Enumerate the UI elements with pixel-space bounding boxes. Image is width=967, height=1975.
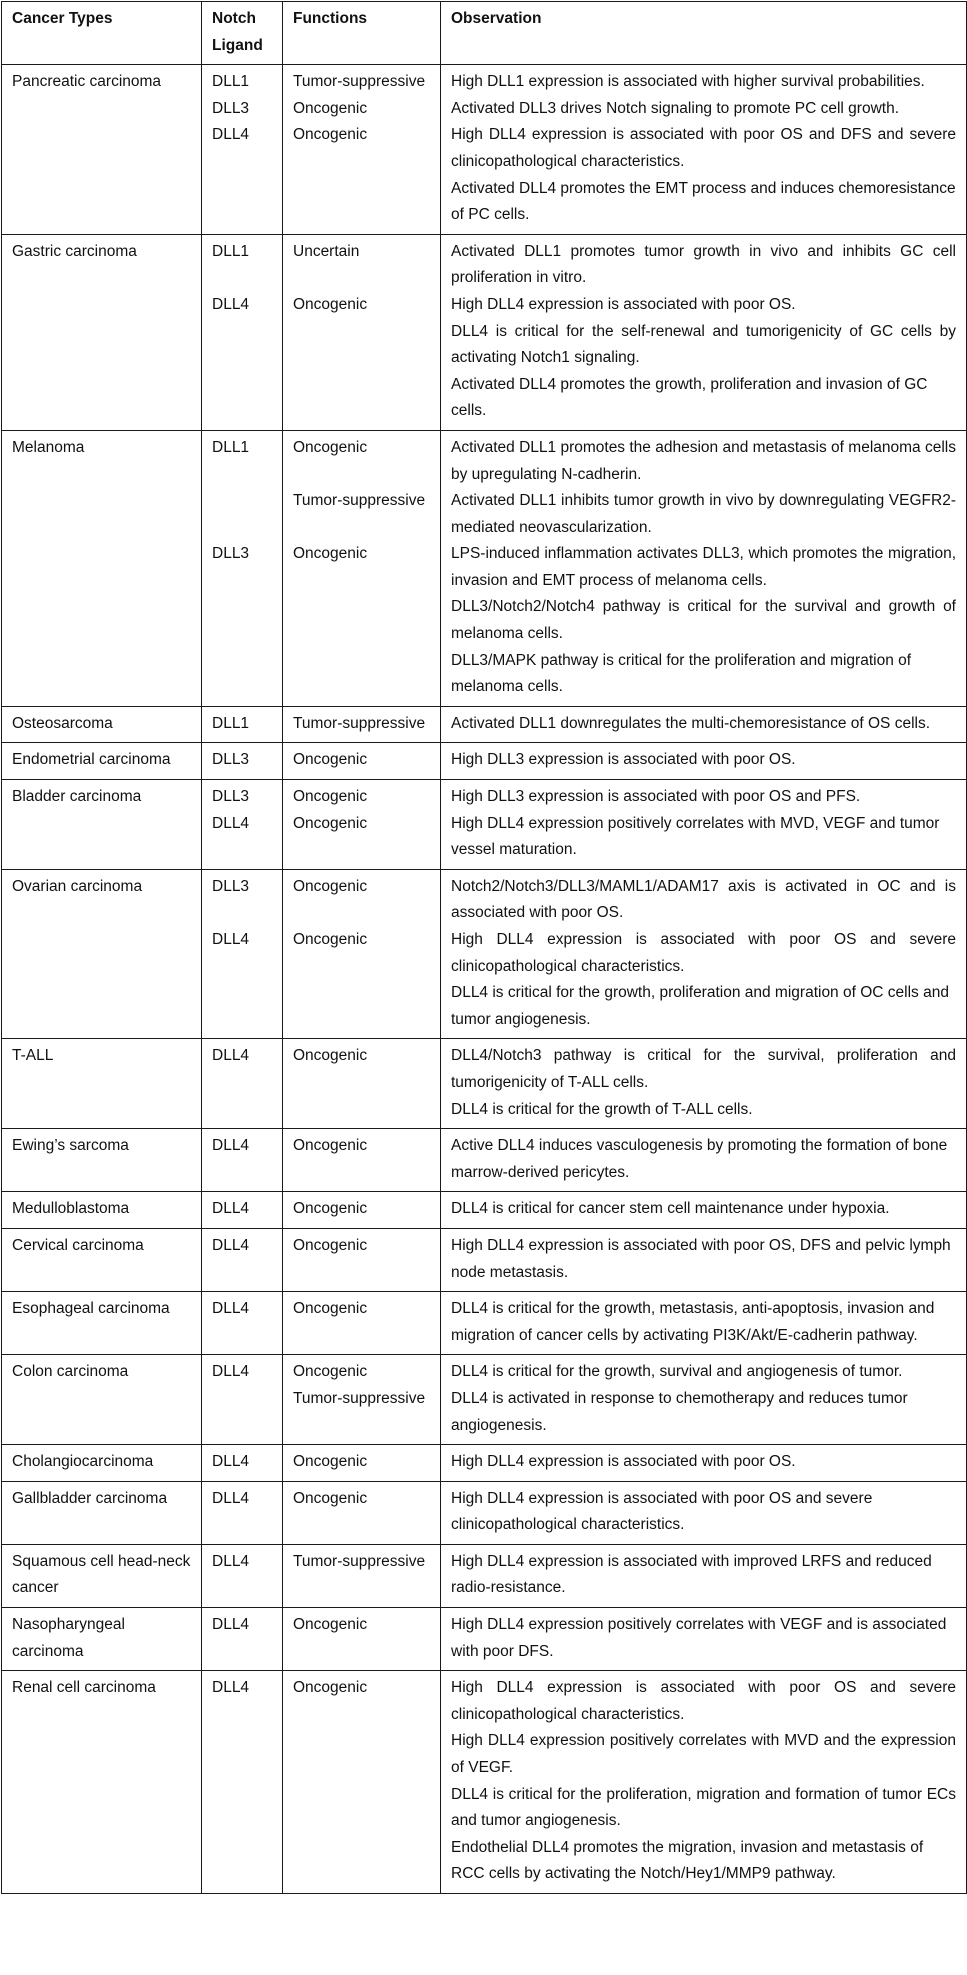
cell-notch-ligand <box>202 1671 283 1894</box>
cell-notch-ligand <box>202 1129 283 1192</box>
function-label: Oncogenic <box>293 814 368 832</box>
function-label: Tumor-suppressive <box>293 1552 426 1570</box>
cell-observation <box>441 1445 967 1482</box>
table-row <box>2 1228 967 1291</box>
header-observation: Observation <box>441 2 967 65</box>
table-row <box>2 1544 967 1607</box>
cell-observation <box>441 1608 967 1671</box>
table-row <box>2 1292 967 1355</box>
cell-notch-ligand <box>202 1445 283 1482</box>
cell-functions <box>283 1129 441 1192</box>
table-row <box>2 1039 967 1129</box>
ligand-name: DLL3 <box>212 99 250 117</box>
observation-text: High DLL4 expression positively correlates with MVD, VEGF and tumor vessel maturation. <box>451 814 940 859</box>
cell-observation <box>441 1481 967 1544</box>
ligand-name: DLL1 <box>212 73 250 91</box>
observation-text: Activated DLL3 drives Notch signaling to promote PC cell growth. <box>451 99 899 117</box>
observation-text: High DLL4 expression is associated with poor OS. <box>451 295 796 313</box>
observation-text: Notch2/Notch3/DLL3/MAML1/ADAM17 axis is activated in OC and is associated with poor OS. <box>451 877 956 922</box>
function-label: Oncogenic <box>293 1489 368 1507</box>
observation-text: High DLL4 expression is associated with poor OS and severe clinicopathological characteristics. <box>451 931 956 975</box>
ligand-name: DLL4 <box>212 1300 250 1318</box>
cell-observation <box>441 1671 967 1894</box>
cell-observation <box>441 1544 967 1607</box>
table-row <box>2 1481 967 1544</box>
cell-observation <box>441 780 967 870</box>
observation-text: Activated DLL1 promotes the adhesion and metastasis of melanoma cells by upregulating N-cadherin. <box>451 438 956 483</box>
cell-notch-ligand <box>202 1039 283 1129</box>
cell-cancer-type: Endometrial carcinoma <box>2 743 202 780</box>
observation-text: DLL4/Notch3 pathway is critical for the survival, proliferation and tumorigenicity of T-ALL cells. <box>451 1047 956 1091</box>
cell-cancer-type: T-ALL <box>2 1039 202 1129</box>
cell-functions <box>283 1039 441 1129</box>
notch-ligand-table <box>1 1 967 1894</box>
observation-text: Activated DLL1 promotes tumor growth in vivo and inhibits GC cell proliferation in vitro. <box>451 242 956 287</box>
spacer <box>212 462 272 489</box>
cell-cancer-type: Osteosarcoma <box>2 706 202 743</box>
ligand-name: DLL4 <box>212 1236 250 1254</box>
observation-text: DLL3/MAPK pathway is critical for the proliferation and migration of melanoma cells. <box>451 651 912 696</box>
cell-functions <box>283 743 441 780</box>
ligand-name: DLL4 <box>212 1679 250 1697</box>
cell-observation <box>441 430 967 706</box>
cell-observation <box>441 706 967 743</box>
table-row <box>2 869 967 1039</box>
cell-functions <box>283 1445 441 1482</box>
observation-text: DLL4 is critical for the growth, survival and angiogenesis of tumor. <box>451 1363 903 1381</box>
ligand-name: DLL4 <box>212 295 250 313</box>
cell-notch-ligand <box>202 65 283 235</box>
cell-notch-ligand <box>202 234 283 430</box>
ligand-name: DLL4 <box>212 1616 250 1634</box>
cell-cancer-type: Pancreatic carcinoma <box>2 65 202 235</box>
cell-functions <box>283 1192 441 1229</box>
function-label: Tumor-suppressive <box>293 714 426 732</box>
observation-text: High DLL4 expression is associated with improved LRFS and reduced radio-resistance. <box>451 1552 932 1597</box>
ligand-name: DLL4 <box>212 814 250 832</box>
function-label: Oncogenic <box>293 1236 368 1254</box>
observation-text: DLL3/Notch2/Notch4 pathway is critical for the survival and growth of melanoma cells. <box>451 598 956 643</box>
function-label: Oncogenic <box>293 1679 368 1697</box>
function-label: Oncogenic <box>293 877 368 895</box>
cell-cancer-type: Bladder carcinoma <box>2 780 202 870</box>
cell-functions <box>283 706 441 743</box>
observation-text: DLL4 is activated in response to chemotherapy and reduces tumor angiogenesis. <box>451 1389 908 1434</box>
table-row <box>2 780 967 870</box>
function-label: Tumor-suppressive <box>293 73 426 91</box>
cell-notch-ligand <box>202 1608 283 1671</box>
header-functions: Functions <box>283 2 441 65</box>
cell-cancer-type: Cervical carcinoma <box>2 1228 202 1291</box>
function-label: Oncogenic <box>293 1300 368 1318</box>
table-row <box>2 1129 967 1192</box>
function-label: Oncogenic <box>293 1137 368 1155</box>
observation-text: DLL4 is critical for the growth of T-ALL cells. <box>451 1100 753 1118</box>
observation-text: High DLL4 expression positively correlates with VEGF and is associated with poor DFS. <box>451 1616 947 1660</box>
ligand-name: DLL3 <box>212 751 250 769</box>
function-label: Oncogenic <box>293 438 368 456</box>
cell-functions <box>283 1228 441 1291</box>
spacer <box>212 265 272 292</box>
cell-observation <box>441 1355 967 1445</box>
function-label: Oncogenic <box>293 295 368 313</box>
observation-text: High DLL4 expression is associated with poor OS and severe clinicopathological characteristics. <box>451 1489 873 1534</box>
table-row <box>2 706 967 743</box>
function-label: Tumor-suppressive <box>293 1389 426 1407</box>
table-row <box>2 1671 967 1894</box>
table-row <box>2 743 967 780</box>
cell-notch-ligand <box>202 706 283 743</box>
cell-cancer-type: Gastric carcinoma <box>2 234 202 430</box>
cell-functions <box>283 430 441 706</box>
ligand-name: DLL4 <box>212 1453 250 1471</box>
spacer <box>212 900 272 927</box>
header-cancer-types: Cancer Types <box>2 2 202 65</box>
observation-text: High DLL3 expression is associated with poor OS. <box>451 751 796 769</box>
observation-text: LPS-induced inflammation activates DLL3, which promotes the migration, invasion and EMT process of melanoma cells. <box>451 545 956 589</box>
cell-notch-ligand <box>202 1292 283 1355</box>
cell-notch-ligand <box>202 1228 283 1291</box>
observation-text: High DLL4 expression is associated with poor OS, DFS and pelvic lymph node metastasis. <box>451 1236 951 1281</box>
cell-cancer-type: Gallbladder carcinoma <box>2 1481 202 1544</box>
cell-cancer-type: Ewing’s sarcoma <box>2 1129 202 1192</box>
ligand-name: DLL4 <box>212 931 250 948</box>
table-row <box>2 1355 967 1445</box>
ligand-name: DLL1 <box>212 714 250 732</box>
cell-observation <box>441 1039 967 1129</box>
cell-notch-ligand <box>202 1481 283 1544</box>
cell-observation <box>441 1192 967 1229</box>
observation-text: DLL4 is critical for cancer stem cell maintenance under hypoxia. <box>451 1200 890 1218</box>
cell-functions <box>283 1292 441 1355</box>
cell-notch-ligand <box>202 780 283 870</box>
function-label: Oncogenic <box>293 126 368 144</box>
ligand-name: DLL4 <box>212 126 250 144</box>
table-row <box>2 430 967 706</box>
function-label: Uncertain <box>293 242 360 260</box>
function-label: Oncogenic <box>293 1616 368 1634</box>
function-label: Oncogenic <box>293 1453 368 1471</box>
observation-text: DLL4 is critical for the self-renewal and tumorigenicity of GC cells by activating Notch1 signaling. <box>451 322 956 367</box>
cell-cancer-type: Squamous cell head-neck cancer <box>2 1544 202 1607</box>
cell-cancer-type: Esophageal carcinoma <box>2 1292 202 1355</box>
cell-cancer-type: Ovarian carcinoma <box>2 869 202 1039</box>
spacer <box>293 462 430 489</box>
cell-functions <box>283 1355 441 1445</box>
function-label: Oncogenic <box>293 788 368 806</box>
function-label: Oncogenic <box>293 751 368 769</box>
cell-functions <box>283 1608 441 1671</box>
ligand-name: DLL4 <box>212 1047 250 1065</box>
table-row <box>2 1445 967 1482</box>
table-row <box>2 1608 967 1671</box>
observation-text: Activated DLL1 downregulates the multi-chemoresistance of OS cells. <box>451 714 931 732</box>
cell-notch-ligand <box>202 743 283 780</box>
cell-observation <box>441 65 967 235</box>
cell-observation <box>441 869 967 1039</box>
observation-text: DLL4 is critical for the growth, proliferation and migration of OC cells and tumor angiogenesis. <box>451 984 949 1028</box>
cell-cancer-type: Cholangiocarcinoma <box>2 1445 202 1482</box>
table-row <box>2 234 967 430</box>
function-label: Tumor-suppressive <box>293 492 426 510</box>
ligand-name: DLL1 <box>212 438 250 456</box>
table-body <box>2 65 967 1894</box>
observation-text: High DLL4 expression is associated with poor OS and severe clinicopathological characteristics. <box>451 1679 956 1723</box>
table-row <box>2 65 967 235</box>
ligand-name: DLL4 <box>212 1137 250 1155</box>
cell-cancer-type: Renal cell carcinoma <box>2 1671 202 1894</box>
cell-functions <box>283 234 441 430</box>
observation-text: High DLL3 expression is associated with poor OS and PFS. <box>451 788 861 806</box>
cell-observation <box>441 743 967 780</box>
observation-text: DLL4 is critical for the growth, metastasis, anti-apoptosis, invasion and migration of cancer cells by activating PI3K/Akt/E-cadherin pathway. <box>451 1300 935 1344</box>
cell-notch-ligand <box>202 1355 283 1445</box>
cell-notch-ligand <box>202 430 283 706</box>
function-label: Oncogenic <box>293 1200 368 1218</box>
observation-text: Activated DLL4 promotes the EMT process and induces chemoresistance of PC cells. <box>451 179 956 224</box>
observation-text: High DLL1 expression is associated with higher survival probabilities. <box>451 73 925 91</box>
spacer <box>212 515 272 542</box>
observation-text: Active DLL4 induces vasculogenesis by promoting the formation of bone marrow-derived pericytes. <box>451 1137 948 1181</box>
cell-functions <box>283 1671 441 1894</box>
observation-text: Activated DLL1 inhibits tumor growth in vivo by downregulating VEGFR2-mediated neovascularization. <box>451 492 956 536</box>
cell-functions <box>283 1544 441 1607</box>
cell-functions <box>283 869 441 1039</box>
cell-cancer-type: Melanoma <box>2 430 202 706</box>
header-notch-ligand: Notch Ligand <box>202 2 283 65</box>
function-label: Oncogenic <box>293 99 368 117</box>
table-row <box>2 1192 967 1229</box>
observation-text: High DLL4 expression is associated with poor OS and DFS and severe clinicopathological characteristics. <box>451 126 956 170</box>
cell-cancer-type: Medulloblastoma <box>2 1192 202 1229</box>
cell-observation <box>441 1292 967 1355</box>
ligand-name: DLL4 <box>212 1552 250 1570</box>
cell-functions <box>283 65 441 235</box>
cell-cancer-type: Colon carcinoma <box>2 1355 202 1445</box>
function-label: Oncogenic <box>293 931 368 948</box>
function-label: Oncogenic <box>293 1047 368 1065</box>
observation-text: DLL4 is critical for the proliferation, migration and formation of tumor ECs and tumor angiogenesis. <box>451 1785 956 1830</box>
observation-text: High DLL4 expression is associated with poor OS. <box>451 1453 796 1471</box>
spacer <box>293 900 430 927</box>
cell-notch-ligand <box>202 869 283 1039</box>
spacer <box>293 515 430 542</box>
cell-observation <box>441 1129 967 1192</box>
cell-functions <box>283 780 441 870</box>
cell-observation <box>441 234 967 430</box>
ligand-name: DLL4 <box>212 1200 250 1218</box>
cell-notch-ligand <box>202 1192 283 1229</box>
observation-text: High DLL4 expression positively correlates with MVD and the expression of VEGF. <box>451 1732 956 1777</box>
header-row <box>2 2 967 65</box>
cell-cancer-type: Nasopharyngeal carcinoma <box>2 1608 202 1671</box>
ligand-name: DLL3 <box>212 788 250 806</box>
ligand-name: DLL4 <box>212 1489 250 1507</box>
observation-text: Endothelial DLL4 promotes the migration, invasion and metastasis of RCC cells by activating the Notch/Hey1/MMP9 pathway. <box>451 1838 924 1883</box>
cell-notch-ligand <box>202 1544 283 1607</box>
ligand-name: DLL3 <box>212 877 250 895</box>
cell-observation <box>441 1228 967 1291</box>
ligand-name: DLL4 <box>212 1363 250 1381</box>
ligand-name: DLL3 <box>212 545 250 563</box>
spacer <box>293 265 430 292</box>
observation-text: Activated DLL4 promotes the growth, proliferation and invasion of GC cells. <box>451 375 928 420</box>
cell-functions <box>283 1481 441 1544</box>
spacer <box>212 488 272 515</box>
function-label: Oncogenic <box>293 545 368 563</box>
function-label: Oncogenic <box>293 1363 368 1381</box>
ligand-name: DLL1 <box>212 242 250 260</box>
